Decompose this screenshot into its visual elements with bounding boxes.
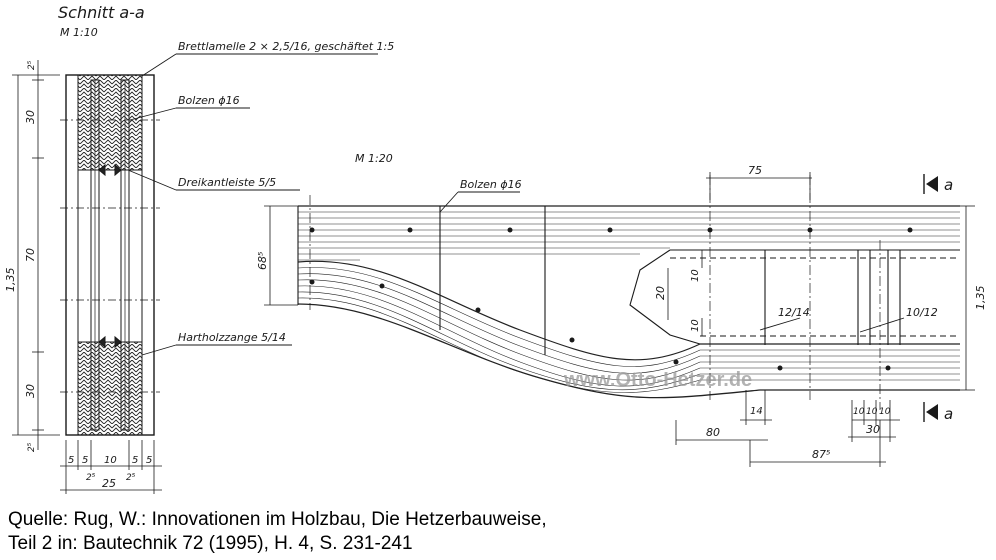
section-mark-bottom: a <box>944 405 954 423</box>
dim-v-30-bottom: 30 <box>24 384 37 398</box>
dim-14: 14 <box>750 406 763 417</box>
label-bolzen-section: Bolzen ϕ16 <box>178 94 240 107</box>
dim-87-5: 87⁵ <box>812 448 831 461</box>
dim-h-5d: 5 <box>146 455 153 466</box>
section-leaders <box>128 54 378 355</box>
dim-v-bottom: 2⁵ <box>27 442 37 452</box>
dim-20: 20 <box>654 286 667 300</box>
section-markers <box>924 174 938 422</box>
caption-line-2: Teil 2 in: Bautechnik 72 (1995), H. 4, S. 231-241 <box>8 533 413 554</box>
dim-v-total: 1,35 <box>4 267 17 292</box>
dim-10-lower: 10 <box>690 319 701 332</box>
section-view <box>4 3 394 494</box>
label-dreikantleiste: Dreikantleiste 5/5 <box>178 176 277 189</box>
dim-h-2-5-right: 2⁵ <box>126 473 136 483</box>
dim-h-total: 25 <box>102 477 116 490</box>
label-post-12-14: 12/14 <box>778 306 810 319</box>
elevation-scale: M 1:20 <box>355 152 393 165</box>
label-bolzen-elevation: Bolzen ϕ16 <box>460 178 522 191</box>
section-outline <box>60 75 160 435</box>
dim-1-35: 1,35 <box>974 285 987 310</box>
label-hartholzzange: Hartholzzange 5/14 <box>178 331 286 344</box>
section-title: Schnitt a-a <box>58 3 145 22</box>
dim-10-c: 10 <box>879 407 891 417</box>
dim-v-30-top: 30 <box>24 110 37 124</box>
dim-80: 80 <box>706 426 720 439</box>
dim-v-70: 70 <box>24 248 37 262</box>
label-brettlamelle: Brettlamelle 2 × 2,5/16, geschäftet 1:5 <box>178 40 395 53</box>
source-caption <box>8 508 988 556</box>
dim-h-5c: 5 <box>132 455 139 466</box>
dim-75: 75 <box>748 164 762 177</box>
dim-10-b: 10 <box>866 407 878 417</box>
elevation-view <box>256 152 987 467</box>
watermark: www.Otto-Hetzer.de <box>564 369 753 391</box>
section-scale: M 1:10 <box>60 26 98 39</box>
dim-10-upper: 10 <box>690 269 701 282</box>
dim-v-top: 2⁵ <box>27 60 37 70</box>
dim-10-a: 10 <box>853 407 865 417</box>
dim-h-10: 10 <box>104 455 117 466</box>
elevation-leaders <box>440 192 904 332</box>
dim-h-5b: 5 <box>82 455 89 466</box>
section-mark-top: a <box>944 176 954 194</box>
dim-h-2-5-left: 2⁵ <box>86 473 96 483</box>
elevation-bolts <box>310 228 913 371</box>
dim-30: 30 <box>866 423 880 436</box>
elevation-outline <box>298 206 960 355</box>
dim-68-5: 68⁵ <box>256 251 269 270</box>
dim-h-5a: 5 <box>68 455 75 466</box>
caption-line-1: Quelle: Rug, W.: Innovationen im Holzbau, Die Hetzerbauweise, <box>8 509 547 530</box>
label-post-10-12: 10/12 <box>906 306 938 319</box>
